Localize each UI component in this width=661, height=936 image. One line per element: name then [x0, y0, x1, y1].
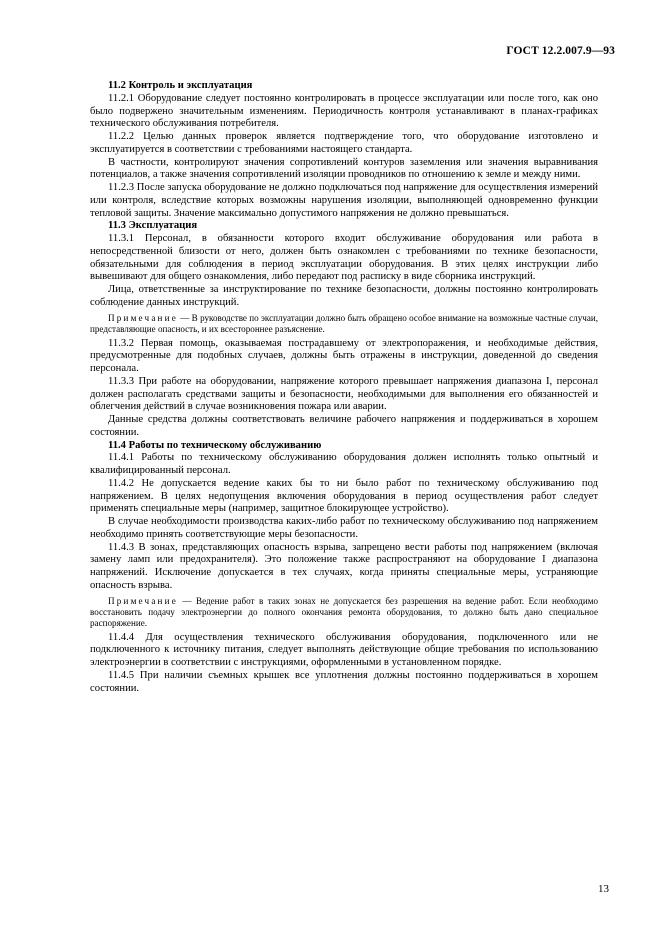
paragraph-11-2-2-continued: В частности, контролируют значения сопротивлений контуров заземления или значения выравнивания потенциалов, а также значения сопротивлений изоляции проводников по отношению к земле и между ними.	[90, 156, 598, 181]
paragraph-11-2-3: 11.2.3 После запуска оборудование не должно подключаться под напряжение для осуществления измерений или контроля, вследствие которых возможны нарушения изоляции, выполняющей одновременно функции тепловой защиты. Значение максимально допустимого напряжения не должно превышаться.	[90, 182, 598, 219]
paragraph-11-4-2: 11.4.2 Не допускается ведение каких бы то ни было работ по техническому обслуживанию под напряжением. В целях недопущения включения оборудования в период осуществления работ следует применять специальные меры (например, защитное блокирующее устройство).	[90, 477, 598, 515]
paragraph-11-4-5: 11.4.5 При наличии съемных крышек все уплотнения должны постоянно поддерживаться в хорошем состоянии.	[90, 669, 598, 694]
section-heading-11-2: 11.2 Контроль и эксплуатация	[108, 80, 253, 91]
paragraph-11-4-2-continued: В случае необходимости производства каких-либо работ по техническому обслуживанию под напряжением необходимо принять соответствующие меры безопасности.	[90, 516, 598, 540]
page-number: 13	[598, 883, 609, 895]
paragraph-11-3-3: 11.3.3 При работе на оборудовании, напряжение которого превышает напряжения диапазона I, персонал должен располагать средствами защиты и безопасности, необходимыми для выполнения его обязанностей и облегчения действий в случае возникновения пожара или аварии.	[90, 375, 598, 413]
note-2-label: Примечание	[108, 595, 178, 606]
paragraph-11-2-2: 11.2.2 Целью данных проверок является подтверждение того, что оборудование изготовлено и эксплуатируется в соответствии с требованиями настоящего стандарта.	[90, 131, 598, 155]
paragraph-11-4-3: 11.4.3 В зонах, представляющих опасность взрыва, запрещено вести работы под напряжением (включая замену ламп или предохранителя). Это положение также распространяют на оборудование I диапазона напряжений. Исключение допускается в тех случаях, когда приняты специальные меры, устраняющие опасность взрыва.	[90, 541, 598, 591]
paragraph-11-2-1: 11.2.1 Оборудование следует постоянно контролировать в процессе эксплуатации или после того, как оно было подвержено значительным изменениям. Периодичность контроля устанавливают в планах-графиках технического обслуживания потребителя.	[90, 92, 598, 130]
document-code-header: ГОСТ 12.2.007.9—93	[506, 45, 615, 57]
paragraph-11-3-1-continued: Лица, ответственные за инструктирование по технике безопасности, должны постоянно контролировать соблюдение данных инструкций.	[90, 284, 598, 308]
note-1	[90, 313, 598, 335]
note-2-text: — Ведение работ в таких зонах не допускается без разрешения на ведение работ. Если необходимо восстановить подачу электроэнергии до полного окончания ремонта оборудования, то должно быть дано специальное распоряжение.	[90, 595, 598, 628]
note-1-text: — В руководстве по эксплуатации должно быть обращено особое внимание на возможные частные случаи, представляющие опасность, и их всестороннее разъяснение.	[90, 312, 598, 334]
note-2	[90, 596, 598, 629]
paragraph-11-3-2: 11.3.2 Первая помощь, оказываемая пострадавшему от электропоражения, и необходимые действия, предусмотренные для подобных случаев, должны быть отражены в инструкции, доведенной до сведения персонала.	[90, 337, 598, 374]
paragraph-11-4-1: 11.4.1 Работы по техническому обслуживанию оборудования должен исполнять только опытный и квалифицированный персонал.	[90, 452, 598, 476]
paragraph-11-4-4: 11.4.4 Для осуществления технического обслуживания оборудования, подключенного или не подключенного к источнику питания, следует выполнять действующие общие требования по использованию электроэнергии в соответствии с инструкциями, оформленными в установленном порядке.	[90, 631, 598, 668]
paragraph-11-3-1: 11.3.1 Персонал, в обязанности которого входит обслуживание оборудования или работа в непосредственной близости от него, должен быть ознакомлен с требованиями по технике безопасности, обязательными для соблюдения в период эксплуатации оборудования. В этих целях инструкции либо вывешивают для общего ознакомления, либо передают под расписку в виде сборника инструкций.	[90, 233, 598, 283]
document-body	[90, 80, 598, 695]
paragraph-11-3-3-continued: Данные средства должны соответствовать величине рабочего напряжения и поддерживаться в хорошем состоянии.	[90, 414, 598, 438]
note-1-label: Примечание	[108, 312, 178, 323]
section-heading-11-4: 11.4 Работы по техническому обслуживанию	[108, 439, 322, 451]
section-heading-11-3: 11.3 Эксплуатация	[108, 220, 198, 232]
